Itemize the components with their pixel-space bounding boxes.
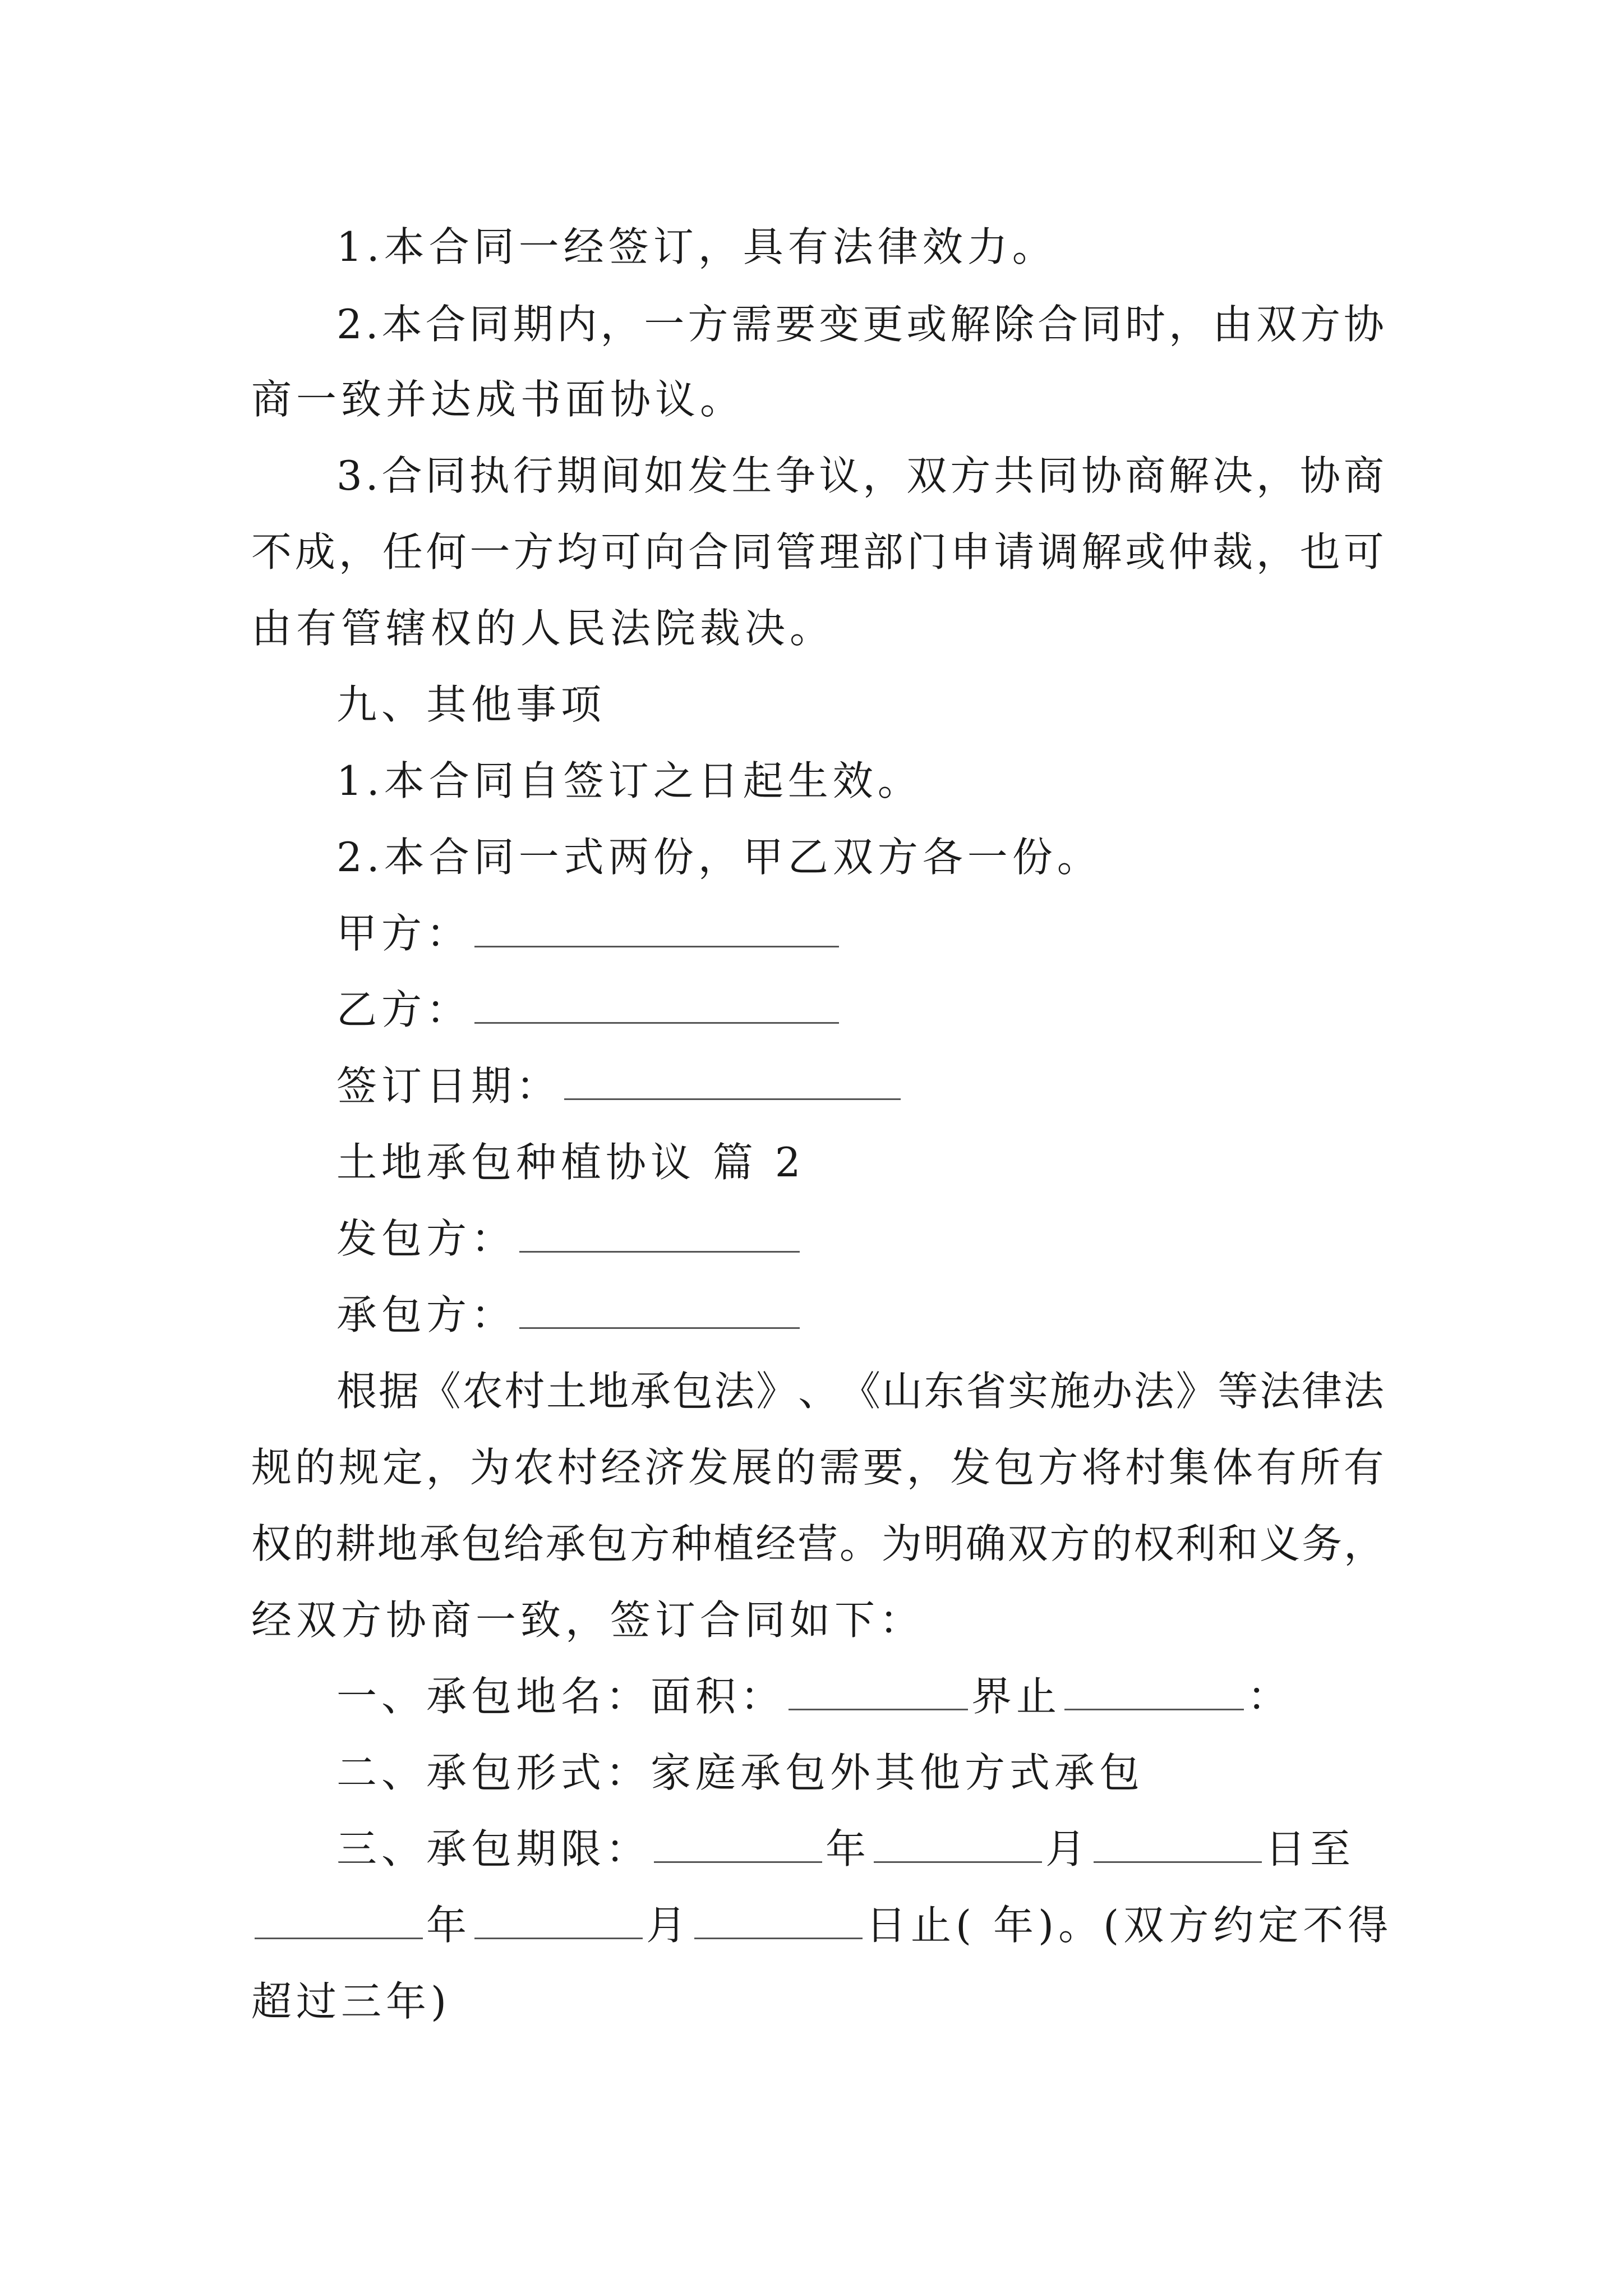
preamble-line: 根 据 《 农 村 土 地 承 包 法 》 、 《 山 东 省 实 施 办 法 》 等 法 律 法 bbox=[336, 1368, 1384, 1415]
year-label: 年 bbox=[826, 1825, 871, 1872]
contractor-line bbox=[336, 1288, 1384, 1342]
issuer-label: 发包方： bbox=[336, 1215, 517, 1262]
preamble-line: 经双方协商一致，签订合同如下： bbox=[251, 1596, 925, 1644]
month-label: 月 bbox=[646, 1902, 691, 1949]
contractor-issuer-line bbox=[336, 1212, 1384, 1266]
clause-line: 由有管辖权的人民法院裁决。 bbox=[251, 605, 835, 652]
blank-field bbox=[789, 1674, 968, 1710]
clause-line: 不 成 ， 任 何 一 方 均 可 向 合 同 管 理 部 门 申 请 调 解 或 仲 裁 ， 也 可 bbox=[251, 528, 1384, 576]
blank-field bbox=[1064, 1674, 1244, 1710]
term-end-text: 日止( 年)。(双方约定不得 bbox=[866, 1902, 1393, 1949]
boundary-label: 界止 bbox=[971, 1673, 1062, 1720]
land-area-label: 一、承包地名：面积： bbox=[336, 1673, 786, 1720]
contract-term-line bbox=[336, 1822, 1384, 1876]
clause-line: 1.本合同自签订之日起生效。 bbox=[336, 757, 923, 804]
year-label: 年 bbox=[426, 1902, 472, 1949]
blank-field bbox=[474, 987, 839, 1024]
month-label: 月 bbox=[1045, 1825, 1091, 1872]
term-label: 三、承包期限： bbox=[336, 1825, 651, 1872]
clause-line: 1.本合同一经签订，具有法律效力。 bbox=[336, 223, 1057, 270]
blank-field bbox=[654, 1826, 822, 1863]
clause-line: 商一致并达成书面协议。 bbox=[251, 376, 745, 423]
clause-line: 3 . 合 同 执 行 期 间 如 发 生 争 议 ， 双 方 共 同 协 商 解 决 ， 协 商 bbox=[336, 452, 1384, 499]
blank-field bbox=[255, 1903, 423, 1939]
blank-field bbox=[474, 911, 839, 947]
clause-line: 2 . 本 合 同 期 内 ， 一 方 需 要 变 更 或 解 除 合 同 时 ， 由 双 方 协 bbox=[336, 301, 1384, 348]
blank-field bbox=[474, 1903, 643, 1939]
clause-line: 2.本合同一式两份，甲乙双方各一份。 bbox=[336, 834, 1102, 881]
party-b-label: 乙方： bbox=[336, 986, 472, 1033]
blank-field bbox=[874, 1826, 1042, 1863]
signature-line-party-a bbox=[336, 907, 1384, 960]
clause-line: 超过三年) bbox=[251, 1978, 451, 2025]
day-to-label: 日至 bbox=[1265, 1825, 1355, 1872]
blank-field bbox=[564, 1064, 901, 1100]
blank-field bbox=[519, 1292, 800, 1329]
blank-field bbox=[519, 1216, 800, 1253]
punctuation: ： bbox=[1247, 1673, 1293, 1720]
section-heading: 九、其他事项 bbox=[336, 681, 606, 728]
party-a-label: 甲方： bbox=[336, 910, 472, 957]
blank-field bbox=[694, 1903, 863, 1939]
signing-date-label: 签订日期： bbox=[336, 1062, 561, 1110]
preamble-line: 规 的 规 定 ， 为 农 村 经 济 发 展 的 需 要 ， 发 包 方 将 村 集 体 有 所 有 bbox=[251, 1444, 1384, 1491]
preamble-line: 权 的 耕 地 承 包 给 承 包 方 种 植 经 营 。 为 明 确 双 方 的 权 利 和 义 务 ， bbox=[251, 1520, 1384, 1567]
contract-form-line: 二、承包形式：家庭承包外其他方式承包 bbox=[336, 1749, 1145, 1796]
blank-field bbox=[1094, 1826, 1262, 1863]
land-area-line bbox=[336, 1669, 1384, 1723]
agreement-title: 土地承包种植协议 篇 2 bbox=[336, 1139, 805, 1186]
contract-term-continued bbox=[251, 1898, 1393, 1952]
signing-date-line bbox=[336, 1059, 1384, 1113]
signature-line-party-b bbox=[336, 983, 1384, 1037]
contractor-label: 承包方： bbox=[336, 1291, 517, 1338]
